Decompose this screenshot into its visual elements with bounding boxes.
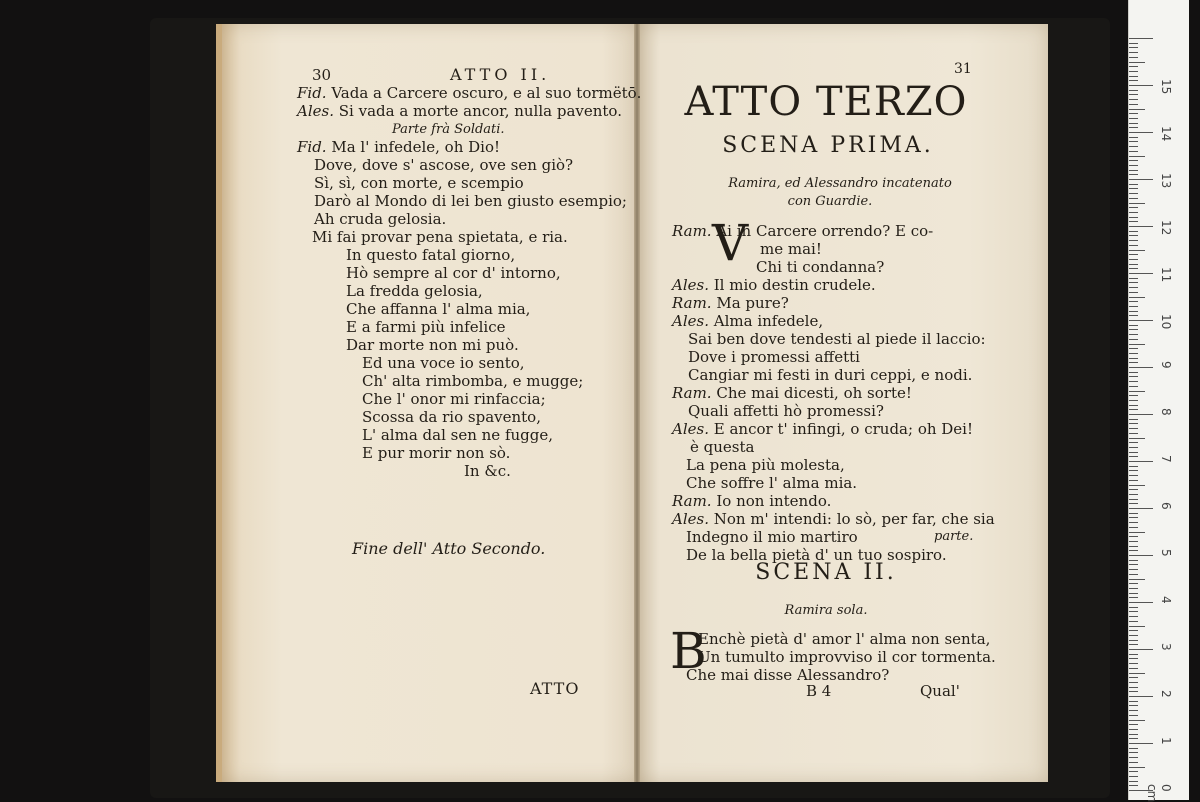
verse-line (672, 276, 876, 294)
ruler-tick (1129, 113, 1138, 114)
ruler-tick (1129, 38, 1153, 39)
scene1-title: SCENA PRIMA. (722, 133, 934, 158)
ruler-tick (1129, 179, 1153, 180)
ruler-tick (1129, 160, 1138, 161)
ruler-tick (1129, 607, 1138, 608)
ruler-tick (1129, 278, 1138, 279)
verse-text: Che mai disse Alessandro? (686, 666, 890, 684)
verse-text: Che mai dicesti, oh sorte! (716, 384, 912, 402)
ruler-tick (1129, 109, 1145, 110)
speaker-label: Ram. (672, 384, 717, 402)
ruler-tick (1129, 470, 1138, 471)
verse-line (688, 348, 860, 366)
ruler-tick (1129, 574, 1138, 575)
verse-text: Sì, sì, con morte, e scempio (314, 174, 524, 192)
verse-line (672, 384, 912, 402)
verse-line (312, 228, 568, 246)
verse-text: Scossa da rio spavento, (362, 408, 541, 426)
left-page-number: 30 (312, 66, 332, 84)
ruler-number: 8 (1159, 408, 1173, 416)
ruler-tick (1129, 52, 1138, 53)
verse-line (392, 121, 505, 139)
verse-text: Dar morte non mi può. (346, 336, 519, 354)
verse-text: Cangiar mi festi in duri ceppi, e nodi. (688, 366, 973, 384)
ruler-tick (1129, 414, 1153, 415)
ruler-tick (1129, 391, 1145, 392)
ruler-tick (1129, 532, 1145, 533)
ruler-tick (1129, 419, 1138, 420)
ruler-tick (1129, 193, 1138, 194)
ruler-tick (1129, 127, 1138, 128)
ruler-tick (1129, 611, 1138, 612)
ruler-tick (1129, 569, 1138, 570)
ruler-tick (1129, 264, 1138, 265)
book-gutter (634, 24, 640, 782)
ruler-tick (1129, 762, 1138, 763)
ruler-number: 12 (1159, 220, 1173, 236)
verse-line (686, 456, 845, 474)
left-running-head: ATTO II. (450, 65, 551, 84)
speaker-label: Fid. (297, 138, 332, 156)
verse-line (688, 402, 884, 420)
verse-line (362, 372, 583, 390)
verse-line (314, 156, 573, 174)
ruler-tick (1129, 644, 1138, 645)
ruler-tick (1129, 325, 1138, 326)
verse-text: Quali affetti hò promessi? (688, 402, 884, 420)
ruler-tick (1129, 141, 1138, 142)
ruler-tick (1129, 66, 1138, 67)
verse-text: E ancor t' infingi, o cruda; oh Dei! (713, 420, 974, 438)
verse-line (346, 264, 561, 282)
ruler-tick (1129, 522, 1138, 523)
ruler-tick (1129, 503, 1138, 504)
verse-line (346, 282, 483, 300)
ruler-tick (1129, 494, 1138, 495)
ruler-tick (1129, 550, 1138, 551)
ruler-number: 4 (1159, 596, 1173, 604)
ruler-tick (1129, 781, 1138, 782)
ruler-tick (1129, 517, 1138, 518)
ruler-tick (1129, 456, 1138, 457)
verse-line (346, 318, 505, 336)
ruler-tick (1129, 311, 1138, 312)
ruler-tick (1129, 710, 1138, 711)
ruler-tick (1129, 480, 1138, 481)
verse-line (672, 312, 823, 330)
ruler-tick (1129, 104, 1138, 105)
ruler-tick (1129, 663, 1138, 664)
measuring-ruler (1128, 0, 1189, 800)
verse-text: E a farmi più infelice (346, 318, 506, 336)
ruler-tick (1129, 621, 1138, 622)
verse-line (688, 330, 986, 348)
ruler-tick (1129, 579, 1145, 580)
verse-line (672, 294, 789, 312)
ruler-tick (1129, 259, 1138, 260)
verse-line (362, 354, 525, 372)
ruler-tick (1129, 433, 1138, 434)
ruler-tick (1129, 43, 1138, 44)
verse-line (672, 420, 973, 438)
verse-line (698, 630, 990, 648)
ruler-tick (1129, 297, 1145, 298)
ruler-tick (1129, 785, 1138, 786)
verse-line (297, 138, 500, 156)
ruler-tick (1129, 231, 1138, 232)
ruler-tick (1129, 597, 1138, 598)
ruler-tick (1129, 301, 1138, 302)
ruler-tick (1129, 348, 1138, 349)
ruler-tick (1129, 724, 1138, 725)
verse-text: Ma l' infedele, oh Dio! (331, 138, 501, 156)
verse-text: In questo fatal giorno, (346, 246, 516, 264)
ruler-tick (1129, 47, 1138, 48)
ruler-tick (1129, 560, 1138, 561)
ruler-tick (1129, 541, 1138, 542)
scene1-direction-2: con Guardie. (787, 194, 873, 209)
speaker-label: Ram. (672, 294, 717, 312)
verse-text: me mai! (760, 240, 822, 258)
verse-text: La pena più molesta, (686, 456, 845, 474)
ruler-tick (1129, 630, 1138, 631)
ruler-tick (1129, 583, 1138, 584)
ruler-tick (1129, 282, 1138, 283)
ruler-tick (1129, 555, 1153, 556)
verse-line (314, 210, 446, 228)
verse-text: Che affanna l' alma mia, (346, 300, 531, 318)
verse-line (690, 438, 754, 456)
ruler-tick (1129, 306, 1138, 307)
speaker-label: Ram. (672, 222, 717, 240)
scene2-direction: Ramira sola. (784, 603, 868, 618)
ruler-tick (1129, 734, 1138, 735)
verse-text: è questa (690, 438, 755, 456)
ruler-tick (1129, 752, 1138, 753)
ruler-tick (1129, 720, 1145, 721)
ruler-tick (1129, 240, 1138, 241)
ruler-tick (1129, 447, 1138, 448)
ruler-number: 13 (1159, 173, 1173, 189)
verse-line (686, 474, 857, 492)
ruler-tick (1129, 123, 1138, 124)
ruler-tick (1129, 588, 1138, 589)
verse-text: Ed una voce io sento, (362, 354, 525, 372)
ruler-number: 2 (1159, 690, 1173, 698)
verse-text: Hò sempre al cor d' intorno, (346, 264, 561, 282)
ruler-tick (1129, 353, 1138, 354)
verse-text: In &c. (464, 462, 511, 480)
ruler-tick (1129, 217, 1138, 218)
ruler-tick (1129, 287, 1138, 288)
ruler-number: 14 (1159, 126, 1173, 142)
ruler-tick (1129, 485, 1145, 486)
verse-text: Ma pure? (716, 294, 789, 312)
ruler-tick (1129, 137, 1138, 138)
speaker-label: Ales. (297, 102, 339, 120)
ruler-tick (1129, 767, 1145, 768)
ruler-tick (1129, 156, 1145, 157)
ruler-tick (1129, 405, 1138, 406)
verse-text: De la bella pietà d' un tuo sospiro. (686, 546, 947, 564)
ruler-tick (1129, 748, 1138, 749)
ruler-tick (1129, 76, 1138, 77)
verse-line (346, 246, 515, 264)
verse-text: Il mio destin crudele. (713, 276, 876, 294)
verse-text: Sai ben dove tendesti al piede il laccio: (688, 330, 986, 348)
ruler-number: 0 cm (1145, 784, 1173, 802)
ruler-tick (1129, 235, 1138, 236)
ruler-tick (1129, 174, 1138, 175)
speaker-label: Ales. (672, 276, 714, 294)
ruler-tick (1129, 757, 1138, 758)
ruler-tick (1129, 334, 1138, 335)
ruler-tick (1129, 184, 1138, 185)
ruler-tick (1129, 165, 1138, 166)
ruler-tick (1129, 226, 1153, 227)
verse-text: E pur morir non sò. (362, 444, 511, 462)
verse-line (672, 492, 831, 510)
verse-line (686, 528, 858, 546)
ruler-tick (1129, 593, 1138, 594)
ruler-tick (1129, 254, 1138, 255)
ruler-number: 11 (1159, 267, 1173, 283)
verse-line (464, 462, 511, 480)
ruler-tick (1129, 250, 1145, 251)
right-page-number: 31 (954, 61, 972, 77)
ruler-tick (1129, 386, 1138, 387)
ruler-tick (1129, 452, 1138, 453)
verse-text: Parte frà Soldati. (392, 122, 505, 137)
ruler-tick (1129, 212, 1138, 213)
ruler-tick (1129, 649, 1153, 650)
act-title: ATTO TERZO (684, 79, 968, 125)
verse-text: Io non intendo. (716, 492, 832, 510)
verse-line (362, 426, 553, 444)
ruler-tick (1129, 409, 1138, 410)
ruler-number: 6 (1159, 502, 1173, 510)
ruler-tick (1129, 188, 1138, 189)
ruler-tick (1129, 151, 1138, 152)
ruler-tick (1129, 715, 1138, 716)
verse-line (362, 444, 510, 462)
ruler-tick (1129, 513, 1138, 514)
ruler-tick (1129, 738, 1138, 739)
ruler-tick (1129, 273, 1153, 274)
ruler-tick (1129, 701, 1138, 702)
ruler-tick (1129, 687, 1138, 688)
ruler-tick (1129, 198, 1138, 199)
ruler-tick (1129, 635, 1138, 636)
verse-text: Che l' onor mi rinfaccia; (362, 390, 546, 408)
dropcap-v: V (712, 214, 749, 272)
verse-text: Ah cruda gelosia. (314, 210, 447, 228)
ruler-number: 1 (1159, 737, 1173, 745)
ruler-tick (1129, 376, 1138, 377)
ruler-tick (1129, 461, 1153, 462)
verse-text: Vada a Carcere oscuro, e al suo tormëtō. (331, 84, 642, 102)
verse-line (297, 102, 622, 120)
speaker-label: Ales. (672, 420, 714, 438)
verse-line (760, 240, 822, 258)
ruler-tick (1129, 442, 1138, 443)
verse-text: Dove i promessi affetti (688, 348, 860, 366)
ruler-number: 15 (1159, 79, 1173, 95)
verse-text: Alma infedele, (713, 312, 824, 330)
verse-text: Dove, dove s' ascose, ove sen giò? (314, 156, 574, 174)
ruler-tick (1129, 428, 1138, 429)
ruler-tick (1129, 564, 1138, 565)
scene1-direction-1: Ramira, ed Alessandro incatenato (728, 176, 952, 191)
ruler-tick (1129, 682, 1138, 683)
ruler-tick (1129, 423, 1138, 424)
verse-line (698, 648, 996, 666)
verse-text: Mi fai provar pena spietata, e ria. (312, 228, 568, 246)
ruler-tick (1129, 146, 1138, 147)
ruler-tick (1129, 654, 1138, 655)
ruler-number: 5 (1159, 549, 1173, 557)
verse-line (362, 408, 541, 426)
ruler-tick (1129, 62, 1145, 63)
ruler-tick (1129, 90, 1138, 91)
verse-line (672, 510, 995, 528)
speaker-label: Ram. (672, 492, 717, 510)
verse-line (297, 84, 641, 102)
ruler-tick (1129, 329, 1138, 330)
ruler-tick (1129, 438, 1145, 439)
ruler-tick (1129, 705, 1138, 706)
speaker-label: Ales. (672, 510, 714, 528)
ruler-tick (1129, 315, 1138, 316)
ruler-tick (1129, 527, 1138, 528)
ruler-tick (1129, 729, 1138, 730)
left-catchword: ATTO (530, 679, 580, 698)
ruler-tick (1129, 395, 1138, 396)
ruler-tick (1129, 400, 1138, 401)
end-of-act: Fine dell' Atto Secondo. (352, 539, 546, 558)
ruler-tick (1129, 677, 1138, 678)
speaker-label: Ales. (672, 312, 714, 330)
ruler-tick (1129, 381, 1138, 382)
verse-text: Enchè pietà d' amor l' alma non senta, (698, 630, 991, 648)
exit-note: parte. (934, 529, 974, 544)
verse-text: L' alma dal sen ne fugge, (362, 426, 554, 444)
speaker-label: Fid. (297, 84, 332, 102)
ruler-tick (1129, 99, 1138, 100)
ruler-tick (1129, 221, 1138, 222)
ruler-tick (1129, 771, 1138, 772)
verse-line (314, 174, 524, 192)
ruler-tick (1129, 94, 1138, 95)
verse-line (756, 258, 884, 276)
ruler-tick (1129, 626, 1145, 627)
ruler-tick (1129, 489, 1138, 490)
verse-line (672, 222, 933, 240)
scene2-title: SCENA II. (755, 560, 897, 585)
ruler-tick (1129, 80, 1138, 81)
ruler-tick (1129, 546, 1138, 547)
ruler-tick (1129, 668, 1138, 669)
ruler-number: 3 (1159, 643, 1173, 651)
ruler-tick (1129, 170, 1138, 171)
ruler-tick (1129, 372, 1138, 373)
ruler-tick (1129, 616, 1138, 617)
ruler-tick (1129, 508, 1153, 509)
ruler-tick (1129, 132, 1153, 133)
verse-text: Non m' intendi: lo sò, per far, che sia (713, 510, 995, 528)
ruler-tick (1129, 602, 1153, 603)
verse-line (314, 192, 627, 210)
ruler-number: 7 (1159, 455, 1173, 463)
ruler-tick (1129, 57, 1138, 58)
ruler-tick (1129, 339, 1138, 340)
verse-text: Darò al Mondo di lei ben giusto esempio; (314, 192, 627, 210)
ruler-tick (1129, 344, 1145, 345)
verse-line (688, 366, 972, 384)
ruler-tick (1129, 475, 1138, 476)
ruler-tick (1129, 320, 1153, 321)
dropcap-b: B (670, 622, 707, 680)
verse-text: Che soffre l' alma mia. (686, 474, 858, 492)
ruler-tick (1129, 85, 1153, 86)
verse-text: La fredda gelosia, (346, 282, 483, 300)
ruler-tick (1129, 499, 1138, 500)
ruler-tick (1129, 658, 1138, 659)
verse-text: Ai in Carcere orrendo? E co- (716, 222, 934, 240)
verse-text: Si vada a morte ancor, nulla pavento. (338, 102, 622, 120)
ruler-tick (1129, 118, 1138, 119)
verse-line (346, 300, 530, 318)
ruler-tick (1129, 207, 1138, 208)
ruler-tick (1129, 673, 1145, 674)
signature-mark: B 4 (806, 682, 832, 700)
right-catchword: Qual' (920, 682, 960, 700)
ruler-tick (1129, 245, 1138, 246)
verse-line (346, 336, 519, 354)
ruler-tick (1129, 292, 1138, 293)
ruler-number: 10 (1159, 314, 1173, 330)
ruler-tick (1129, 203, 1145, 204)
ruler-tick (1129, 776, 1138, 777)
ruler-tick (1129, 268, 1138, 269)
verse-text: Indegno il mio martiro (686, 528, 858, 546)
ruler-tick (1129, 696, 1153, 697)
verse-text: Un tumulto improvviso il cor tormenta. (698, 648, 996, 666)
ruler-tick (1129, 362, 1138, 363)
verse-line (686, 666, 889, 684)
ruler-tick (1129, 71, 1138, 72)
ruler-tick (1129, 367, 1153, 368)
ruler-number: 9 (1159, 361, 1173, 369)
ruler-tick (1129, 358, 1138, 359)
ruler-tick (1129, 743, 1153, 744)
ruler-tick (1129, 536, 1138, 537)
verse-text: Ch' alta rimbomba, e mugge; (362, 372, 584, 390)
ruler-tick (1129, 640, 1138, 641)
verse-text: Chi ti condanna? (756, 258, 885, 276)
ruler-tick (1129, 466, 1138, 467)
verse-line (362, 390, 546, 408)
ruler-tick (1129, 691, 1138, 692)
